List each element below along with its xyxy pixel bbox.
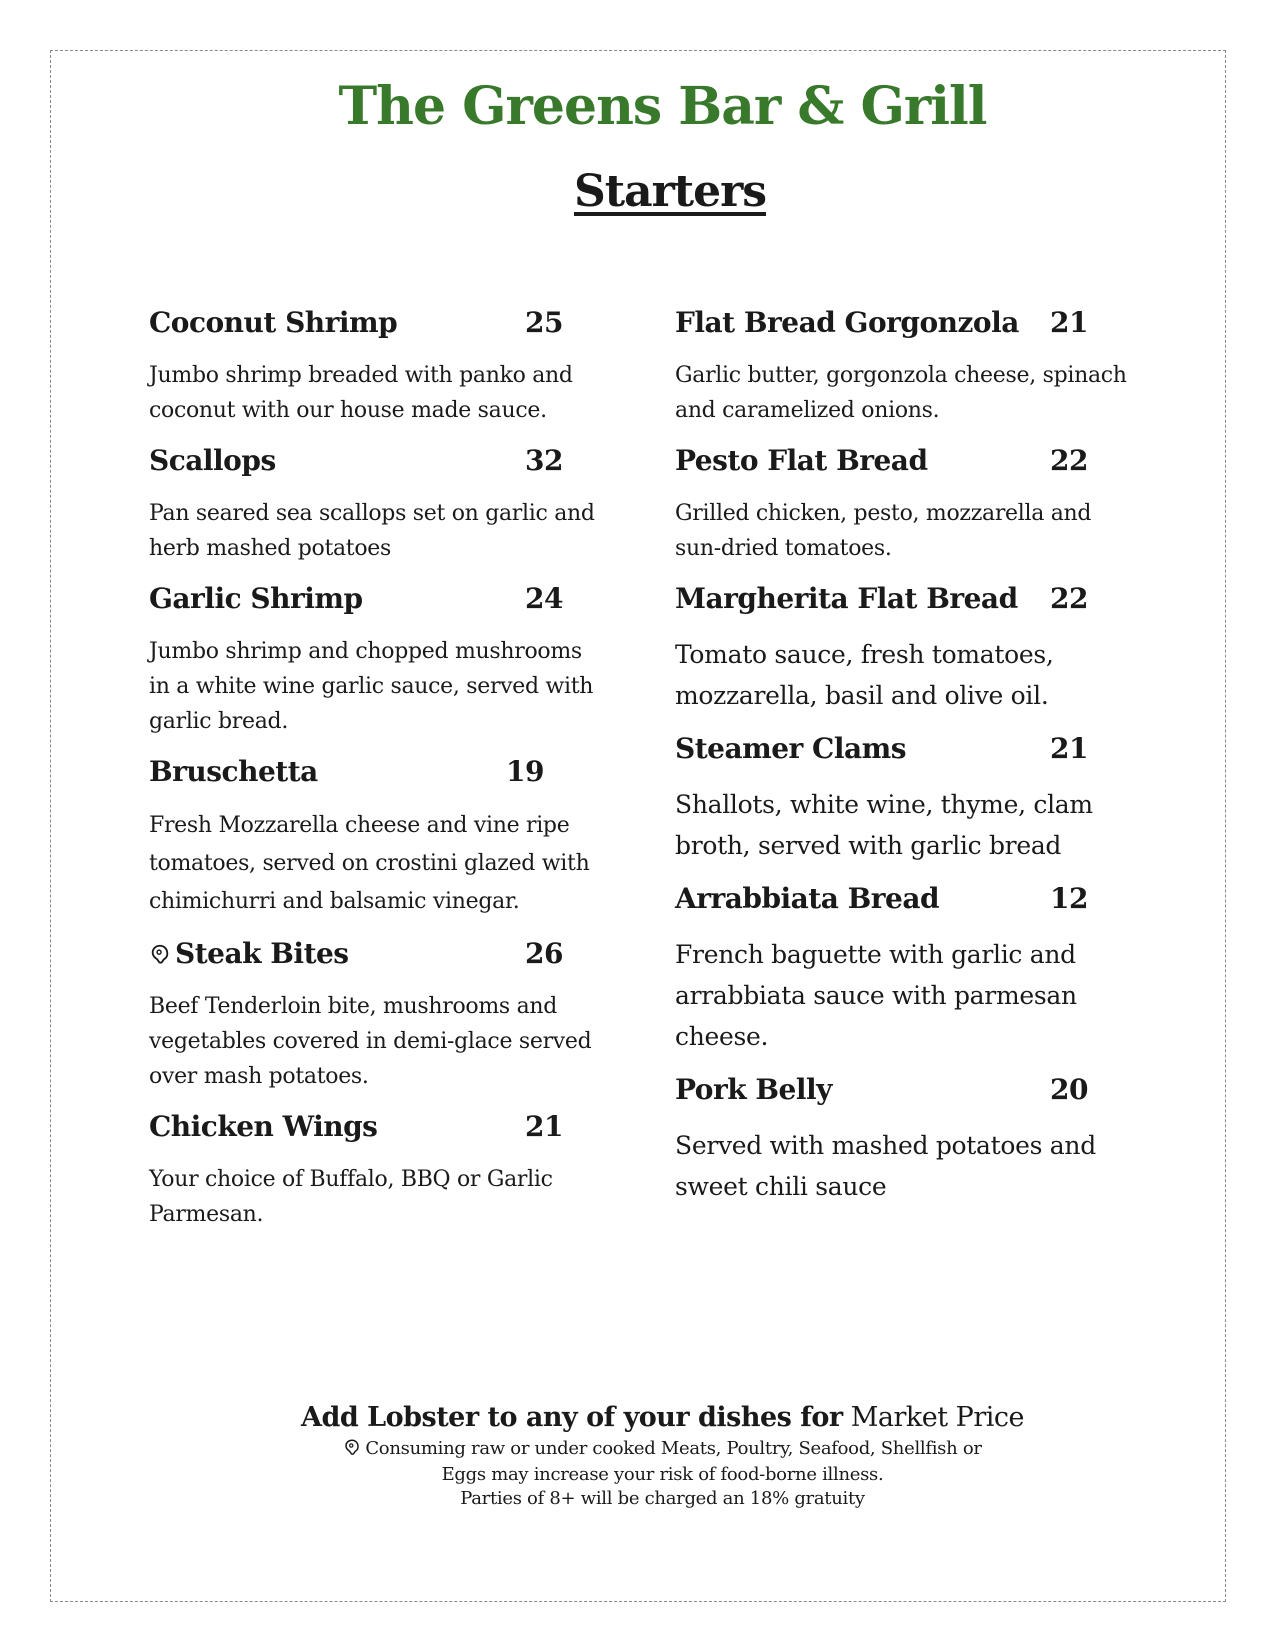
- lobster-addon-note: [0, 1402, 1275, 1433]
- health-warning-line2: Eggs may increase your risk of food-borne illness.: [441, 1464, 884, 1485]
- item-price: 22: [1050, 582, 1088, 615]
- menu-item: [149, 937, 609, 1094]
- item-price: 12: [1050, 882, 1088, 915]
- item-name: Bruschetta: [149, 755, 318, 788]
- menu-column-right: [675, 306, 1135, 1223]
- menu-item: [675, 732, 1135, 866]
- section-title: Starters: [573, 166, 767, 217]
- item-description: Jumbo shrimp and chopped mushrooms in a white wine garlic sauce, served with garlic bread.: [149, 639, 594, 734]
- item-description: Served with mashed potatoes and sweet chili sauce: [675, 1131, 1096, 1201]
- menu-item: [675, 306, 1135, 428]
- item-name-text: Steak Bites: [175, 937, 349, 970]
- item-name: Margherita Flat Bread: [675, 582, 1018, 615]
- item-price: 25: [525, 306, 563, 339]
- menu-item: [675, 1073, 1135, 1207]
- menu-item: [675, 582, 1135, 716]
- item-description: Fresh Mozzarella cheese and vine ripe tomatoes, served on crostini glazed with chimichurri and balsamic vinegar.: [149, 813, 590, 914]
- item-price: 32: [525, 444, 563, 477]
- item-name: Garlic Shrimp: [149, 582, 363, 615]
- menu-item: [149, 582, 609, 739]
- menu-column-left: [149, 306, 609, 1248]
- item-name: Flat Bread Gorgonzola: [675, 306, 1019, 339]
- item-price: 21: [1050, 306, 1088, 339]
- menu-item: [149, 444, 609, 566]
- item-price: 26: [525, 937, 563, 970]
- menu-item: [149, 306, 609, 428]
- item-description: Beef Tenderloin bite, mushrooms and vegetables covered in demi-glace served over mash potatoes.: [149, 994, 592, 1089]
- item-description: Your choice of Buffalo, BBQ or Garlic Parmesan.: [149, 1167, 553, 1227]
- item-name: Coconut Shrimp: [149, 306, 398, 339]
- item-price: 22: [1050, 444, 1088, 477]
- item-description: Tomato sauce, fresh tomatoes, mozzarella, basil and olive oil.: [675, 640, 1054, 710]
- menu-item: [675, 444, 1135, 566]
- item-name: Arrabbiata Bread: [675, 882, 940, 915]
- item-name: Pesto Flat Bread: [675, 444, 928, 477]
- item-name: Steamer Clams: [675, 732, 907, 765]
- item-name: [149, 937, 349, 970]
- steak-icon: [149, 943, 171, 965]
- restaurant-name: The Greens Bar & Grill: [338, 76, 987, 137]
- item-name: Scallops: [149, 444, 276, 477]
- menu-item: [149, 1110, 609, 1232]
- menu-item: [149, 755, 609, 921]
- menu-item: [675, 882, 1135, 1057]
- item-price: 21: [525, 1110, 563, 1143]
- health-warning-text: Consuming raw or under cooked Meats, Poultry, Seafood, Shellfish or: [365, 1438, 982, 1459]
- item-description: Pan seared sea scallops set on garlic and herb mashed potatoes: [149, 501, 595, 561]
- gratuity-note: Parties of 8+ will be charged an 18% gratuity: [460, 1488, 865, 1509]
- steak-icon: [343, 1438, 361, 1456]
- item-description: Garlic butter, gorgonzola cheese, spinach and caramelized onions.: [675, 363, 1127, 423]
- lobster-price: Market Price: [850, 1402, 1024, 1433]
- item-price: 24: [525, 582, 563, 615]
- item-description: Jumbo shrimp breaded with panko and coconut with our house made sauce.: [149, 363, 573, 423]
- item-name: Pork Belly: [675, 1073, 832, 1106]
- lobster-addon-text: Add Lobster to any of your dishes for: [301, 1402, 843, 1433]
- item-price: 21: [1050, 732, 1088, 765]
- item-price: 19: [506, 755, 544, 788]
- health-warning-line1: [0, 1436, 1275, 1462]
- item-price: 20: [1050, 1073, 1088, 1106]
- item-description: French baguette with garlic and arrabbiata sauce with parmesan cheese.: [675, 940, 1077, 1051]
- item-name: Chicken Wings: [149, 1110, 378, 1143]
- item-description: Grilled chicken, pesto, mozzarella and sun-dried tomatoes.: [675, 501, 1092, 561]
- item-description: Shallots, white wine, thyme, clam broth, served with garlic bread: [675, 790, 1093, 860]
